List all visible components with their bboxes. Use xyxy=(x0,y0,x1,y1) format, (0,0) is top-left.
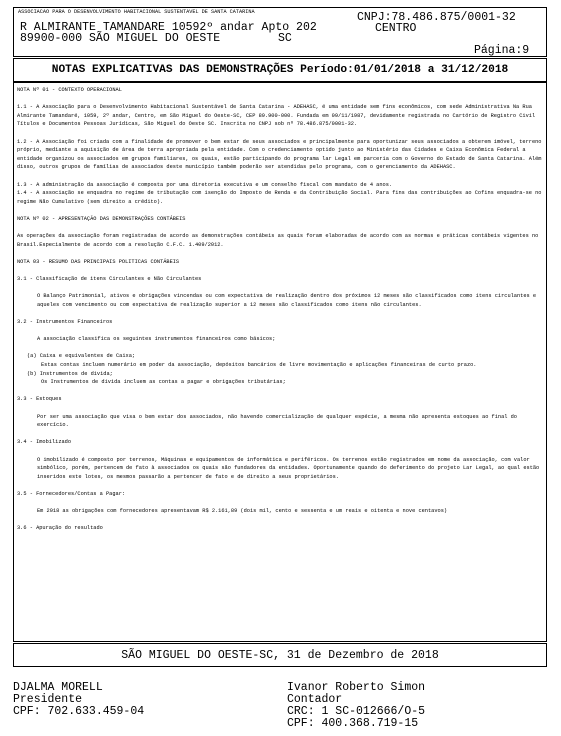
address-line: R ALMIRANTE TAMANDARE 10592º andar Apto 202 xyxy=(20,21,317,34)
page-title: NOTAS EXPLICATIVAS DAS DEMONSTRAÇÕES Período:01/01/2018 a 31/12/2018 xyxy=(51,64,509,76)
footer-place-date-box xyxy=(13,643,547,667)
blank-line xyxy=(17,387,543,396)
cep-city-line: 89900-000 SÃO MIGUEL DO OESTE xyxy=(20,32,221,45)
note-paragraph: O Balanço Patrimonial, ativos e obrigações vincendas ou com expectativa de realização dentro dos próximos 12 meses são classificados como itens circulantes e aqueles com vencimento ou com expectativa de realização superior a 12 meses são classificados como itens não circulantes. xyxy=(37,293,537,308)
blank-line xyxy=(17,309,543,318)
note-paragraph: 3.4 - Imobilizado xyxy=(17,439,72,446)
accountant-name: Ivanor Roberto Simon xyxy=(287,681,426,694)
note-paragraph: Em 2018 as obrigações com fornecedores apresentavam R$ 2.161,89 (dois mil, cento e sessenta e um reais e oitenta e nove centavos) xyxy=(37,508,448,515)
note-paragraph: As operações da associação foram registradas de acordo as demonstrações contábeis as quais foram elaboradas de acordo com as normas e práticas contábeis vigentes no Brasil.Especialmente de acordo com a resolução C.F.C. 1.409/2012. xyxy=(17,233,539,248)
entity-name: ASSOCIACAO PARA O DESENVOLVIMENTO HABITACIONAL SUSTENTAVEL DE SANTA CATARINA xyxy=(18,9,255,15)
president-role: Presidente xyxy=(13,693,83,706)
blank-line xyxy=(17,284,543,293)
blank-line xyxy=(17,206,543,215)
note-paragraph: 1.4 - A associação se enquadra no regime de tributação com isenção do Imposto de Renda e da Contribuição Social. Para fins das contribuições ao Cofins enquadra-se no regime Não Cumulativo (sem direito a crédito). xyxy=(17,190,542,205)
blank-line xyxy=(17,499,543,508)
blank-line xyxy=(17,249,543,258)
note-paragraph: 1.3 - A administração da associação é composta por uma diretoria executiva e um conselho fiscal com mandato de 4 anos. xyxy=(17,181,393,188)
note-paragraph: A associação classifica os seguintes instrumentos financeiros como básicos; xyxy=(37,336,276,343)
note-paragraph: Os Instrumentos de divida incluem as contas a pagar e obrigações tributárias; xyxy=(41,379,286,386)
note-paragraph: 1.2 - A Associação foi criada com a finalidade de promover o bem estar de seus associados e principalmente para oportunizar seus associados a obterem imóvel, terreno próprio, mediante a aquisição de área de terra apropriada pela entidade. Com o credenciamento optido junto ao Ministério das Cidades e Caixa Econômica Federal a entidade organizou os associados em grupos familiares, os quais, estão participando do programa lar Legal em parceria com o Governo do Estado de Santa Catarina. Além disso, outros grupos de famílias de associados deste município também poderão ser atendidas pelo programa, com o gerenciamento da ADEHASC. xyxy=(17,138,542,171)
body-box xyxy=(13,82,547,642)
place-date: SÃO MIGUEL DO OESTE-SC, 31 de Dezembro de 2018 xyxy=(121,649,439,662)
note-paragraph: O imobilizado é composto por terrenos, Máquinas e equipamentos de informática e periféricos. Os terrenos estão registrados em nome da associação, com valor simbólico, porém, pertencem de fato à associados os quais são fundadores da entidades. Oportunamente quando do deferimento do projeto Lar Legal, ao qual estão inseridos este lotes, os mesmos passarão a pertencer de fato e de direito a seus proprietários. xyxy=(37,456,540,480)
blank-line xyxy=(17,404,543,413)
blank-line xyxy=(17,95,543,104)
blank-line xyxy=(17,172,543,181)
accountant-crc: CRC: 1 SC-012666/O-5 xyxy=(287,705,426,718)
blank-line xyxy=(17,481,543,490)
accountant-cpf: CPF: 400.368.719-15 xyxy=(287,717,419,730)
note-paragraph: Por ser uma associação que visa o bem estar dos associados, não havendo comercialização de qualquer espécie, a mesma não apresenta estoques ao final do exercício. xyxy=(37,413,517,429)
note-paragraph: (a) Caixa e equivalentes de Caixa; xyxy=(27,353,136,360)
blank-line xyxy=(17,447,543,456)
note-paragraph: 3.3 - Estoques xyxy=(17,396,62,403)
document-page xyxy=(13,7,547,729)
blank-line xyxy=(17,129,543,138)
blank-line xyxy=(17,327,543,336)
title-box xyxy=(13,58,547,82)
note-paragraph: Estas contas incluem numerário em poder da associação, depósitos bancários de livre movimentação e aplicações financeiras de curto prazo. xyxy=(41,362,477,368)
header-box xyxy=(13,7,547,57)
president-name: DJALMA MORELL xyxy=(13,681,103,694)
note-paragraph: 3.6 - Apuração do resultado xyxy=(17,525,103,532)
district: CENTRO xyxy=(375,22,417,35)
accountant-role: Contador xyxy=(287,693,343,706)
blank-line xyxy=(17,516,543,525)
page-number: Página:9 xyxy=(474,44,530,57)
note-paragraph: NOTA Nº 01 - CONTEXTO OPERACIONAL xyxy=(17,87,122,93)
blank-line xyxy=(17,224,543,233)
note-paragraph: 3.5 - Fornecedores/Contas a Pagar: xyxy=(17,490,126,497)
note-paragraph: NOTA Nº 02 - APRESENTAÇÃO DAS DEMONSTRAÇÕES CONTÁBEIS xyxy=(17,215,186,222)
note-paragraph: 3.1 - Classificação de itens Circulantes e Não Circulantes xyxy=(17,276,202,283)
cnpj: CNPJ:78.486.875/0001-32 xyxy=(357,11,516,24)
state: SC xyxy=(278,32,292,45)
president-cpf: CPF: 702.633.459-04 xyxy=(13,705,145,718)
blank-line xyxy=(17,430,543,439)
note-paragraph: NOTA 03 - RESUMO DAS PRINCIPAIS POLITICAS CONTÁBEIS xyxy=(17,258,180,265)
blank-line xyxy=(17,266,543,275)
note-paragraph: 3.2 - Instrumentos Financeiros xyxy=(17,319,113,326)
note-paragraph: (b) Instrumentos de divida; xyxy=(27,370,113,377)
blank-line xyxy=(17,344,543,353)
notes-body xyxy=(17,86,543,533)
note-paragraph: 1.1 - A Associação para o Desenvolvimento Habitacional Sustentável de Santa Catarina - ADEHASC, é uma entidade sem fins econômicos, com sede Administrativa Na Rua Almirante Tamandaré, 1059, 2º andar, Centro, em São Miguel do Oeste-SC, CEP 89.900-000. Fundada em 09/11/1987, devidamente registrada no Cartório de Registro Civil Títulos e Documentos Pessoas Jurídicas, São Miguel do Oeste SC. Inscrita no CNPJ sob nº 78.486.875/0001-32. xyxy=(17,104,536,128)
